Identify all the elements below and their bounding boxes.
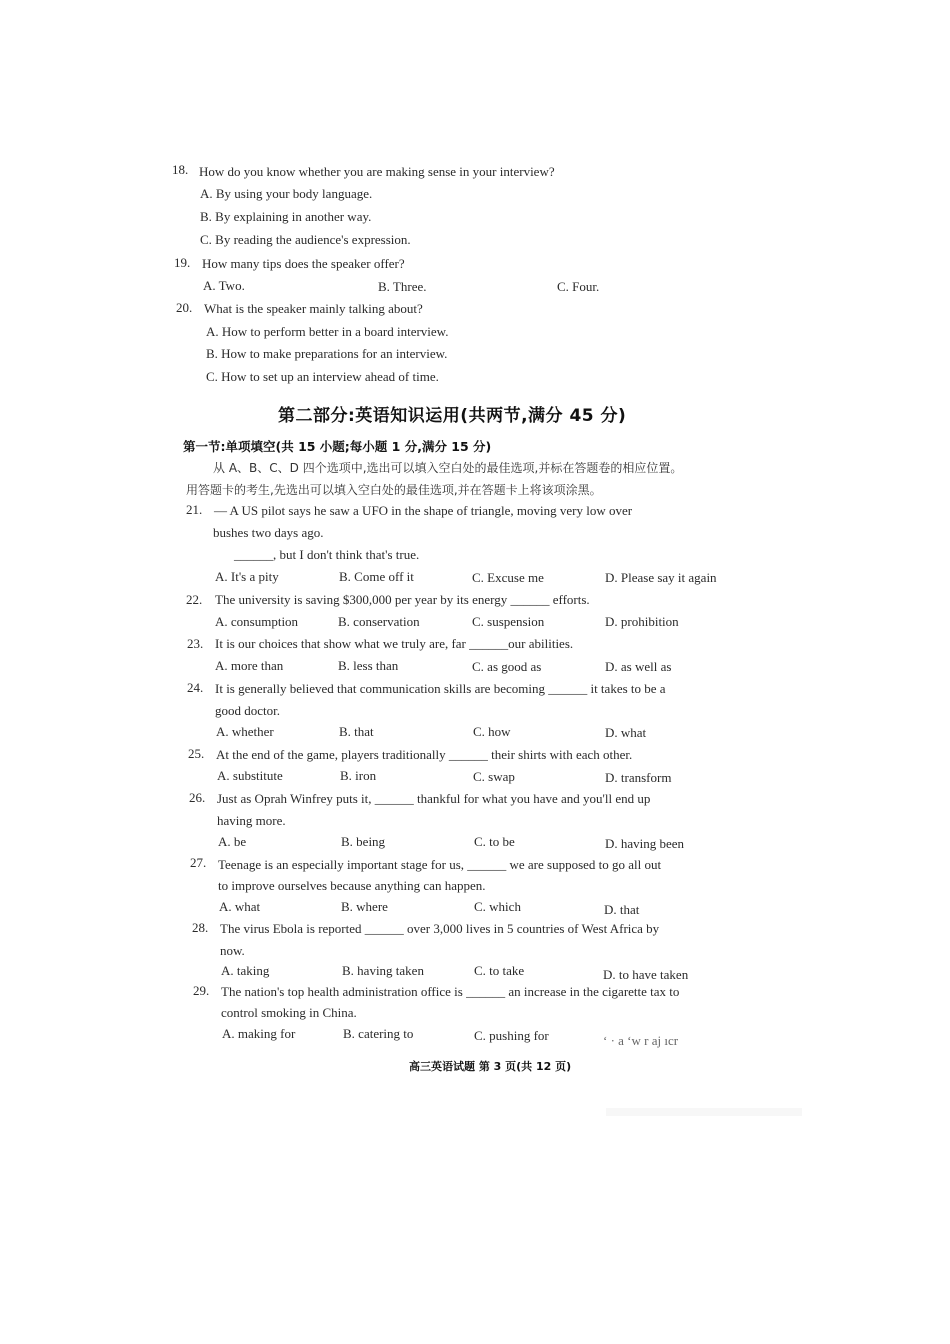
option-b: B. conservation xyxy=(338,614,420,629)
question-stem: It is our choices that show what we truly are, far ______our abilities. xyxy=(215,636,574,651)
section-title: 第一节:单项填空(共 15 小题;每小题 1 分,满分 15 分) xyxy=(183,439,492,454)
option-d: D. prohibition xyxy=(605,614,679,629)
option-a: A. It's a pity xyxy=(215,569,279,584)
question-stem: ______, but I don't think that's true. xyxy=(234,547,420,562)
question-stem: The nation's top health administration office is ______ an increase in the cigarette tax to xyxy=(221,984,680,999)
option-c: C. How to set up an interview ahead of time. xyxy=(206,369,439,384)
question-number: 18. xyxy=(172,162,189,177)
option-a: A. making for xyxy=(222,1026,296,1041)
option-b: B. iron xyxy=(340,768,377,783)
question-stem: The university is saving $300,000 per year by its energy ______ efforts. xyxy=(215,592,590,607)
option-d: D. Please say it again xyxy=(605,570,717,585)
question-stem: The virus Ebola is reported ______ over 3,000 lives in 5 countries of West Africa by xyxy=(220,921,660,936)
question-stem: good doctor. xyxy=(215,703,280,718)
option-c: C. as good as xyxy=(472,659,542,674)
question-number: 24. xyxy=(187,680,204,695)
option-b: B. that xyxy=(339,724,374,739)
option-a: A. be xyxy=(218,834,247,849)
option-d: D. transform xyxy=(605,770,672,785)
question-number: 28. xyxy=(192,920,209,935)
question-stem: control smoking in China. xyxy=(221,1005,357,1020)
option-b: B. Three. xyxy=(378,279,427,294)
question-stem: Just as Oprah Winfrey puts it, ______ thankful for what you have and you'll end up xyxy=(217,791,651,806)
option-d: D. to have taken xyxy=(603,967,689,982)
option-a: A. what xyxy=(219,899,261,914)
option-c: C. Excuse me xyxy=(472,570,544,585)
option-a: A. consumption xyxy=(215,614,299,629)
option-a: A. substitute xyxy=(217,768,283,783)
page-footer: 高三英语试题 第 3 页(共 12 页) xyxy=(409,1060,572,1073)
instruction-text: 从 A、B、C、D 四个选项中,选出可以填入空白处的最佳选项,并标在答题卷的相应位置。 xyxy=(213,461,683,475)
option-d: D. that xyxy=(604,902,640,917)
option-a: A. Two. xyxy=(203,278,245,293)
question-number: 23. xyxy=(187,636,204,651)
option-b: B. How to make preparations for an interview. xyxy=(206,346,448,361)
option-c: C. swap xyxy=(473,769,515,784)
option-d: ‘ · a ‘w r aj ıcr xyxy=(603,1033,679,1048)
option-b: B. Come off it xyxy=(339,569,414,584)
question-stem: — A US pilot says he saw a UFO in the shape of triangle, moving very low over xyxy=(214,503,633,518)
option-b: B. being xyxy=(341,834,386,849)
option-d: D. having been xyxy=(605,836,685,851)
option-c: C. suspension xyxy=(472,614,545,629)
question-number: 20. xyxy=(176,300,193,315)
question-stem: What is the speaker mainly talking about? xyxy=(204,301,423,316)
question-stem: How do you know whether you are making sense in your interview? xyxy=(199,164,555,179)
option-b: B. having taken xyxy=(342,963,424,978)
question-stem: It is generally believed that communication skills are becoming ______ it takes to be a xyxy=(215,681,666,696)
option-a: A. By using your body language. xyxy=(200,186,373,201)
option-b: B. catering to xyxy=(343,1026,414,1041)
question-number: 25. xyxy=(188,746,205,761)
option-c: C. which xyxy=(474,899,521,914)
scan-smudge xyxy=(606,1108,802,1116)
option-c: C. to take xyxy=(474,963,525,978)
question-stem: Teenage is an especially important stage for us, ______ we are supposed to go all out xyxy=(218,857,662,872)
option-a: A. How to perform better in a board interview. xyxy=(206,324,449,339)
option-a: A. whether xyxy=(216,724,274,739)
question-stem: now. xyxy=(220,943,245,958)
option-c: C. pushing for xyxy=(474,1028,549,1043)
question-number: 27. xyxy=(190,855,207,870)
question-stem: to improve ourselves because anything can happen. xyxy=(218,878,486,893)
option-d: D. as well as xyxy=(605,659,672,674)
option-b: B. less than xyxy=(338,658,399,673)
option-c: C. how xyxy=(473,724,511,739)
question-number: 22. xyxy=(186,592,203,607)
option-c: C. to be xyxy=(474,834,515,849)
option-a: A. more than xyxy=(215,658,284,673)
question-stem: bushes two days ago. xyxy=(213,525,324,540)
option-a: A. taking xyxy=(221,963,270,978)
question-stem: having more. xyxy=(217,813,286,828)
option-d: D. what xyxy=(605,725,647,740)
question-number: 29. xyxy=(193,983,210,998)
option-c: C. By reading the audience's expression. xyxy=(200,232,411,247)
question-stem: At the end of the game, players traditionally ______ their shirts with each other. xyxy=(216,747,633,762)
instruction-text: 用答题卡的考生,先选出可以填入空白处的最佳选项,并在答题卡上将该项涂黑。 xyxy=(186,483,602,497)
option-b: B. where xyxy=(341,899,388,914)
option-b: B. By explaining in another way. xyxy=(200,209,372,224)
question-number: 19. xyxy=(174,255,191,270)
question-number: 21. xyxy=(186,502,203,517)
part-heading: 第二部分:英语知识运用(共两节,满分 45 分) xyxy=(278,406,627,426)
question-number: 26. xyxy=(189,790,206,805)
question-stem: How many tips does the speaker offer? xyxy=(202,256,405,271)
option-c: C. Four. xyxy=(557,279,600,294)
